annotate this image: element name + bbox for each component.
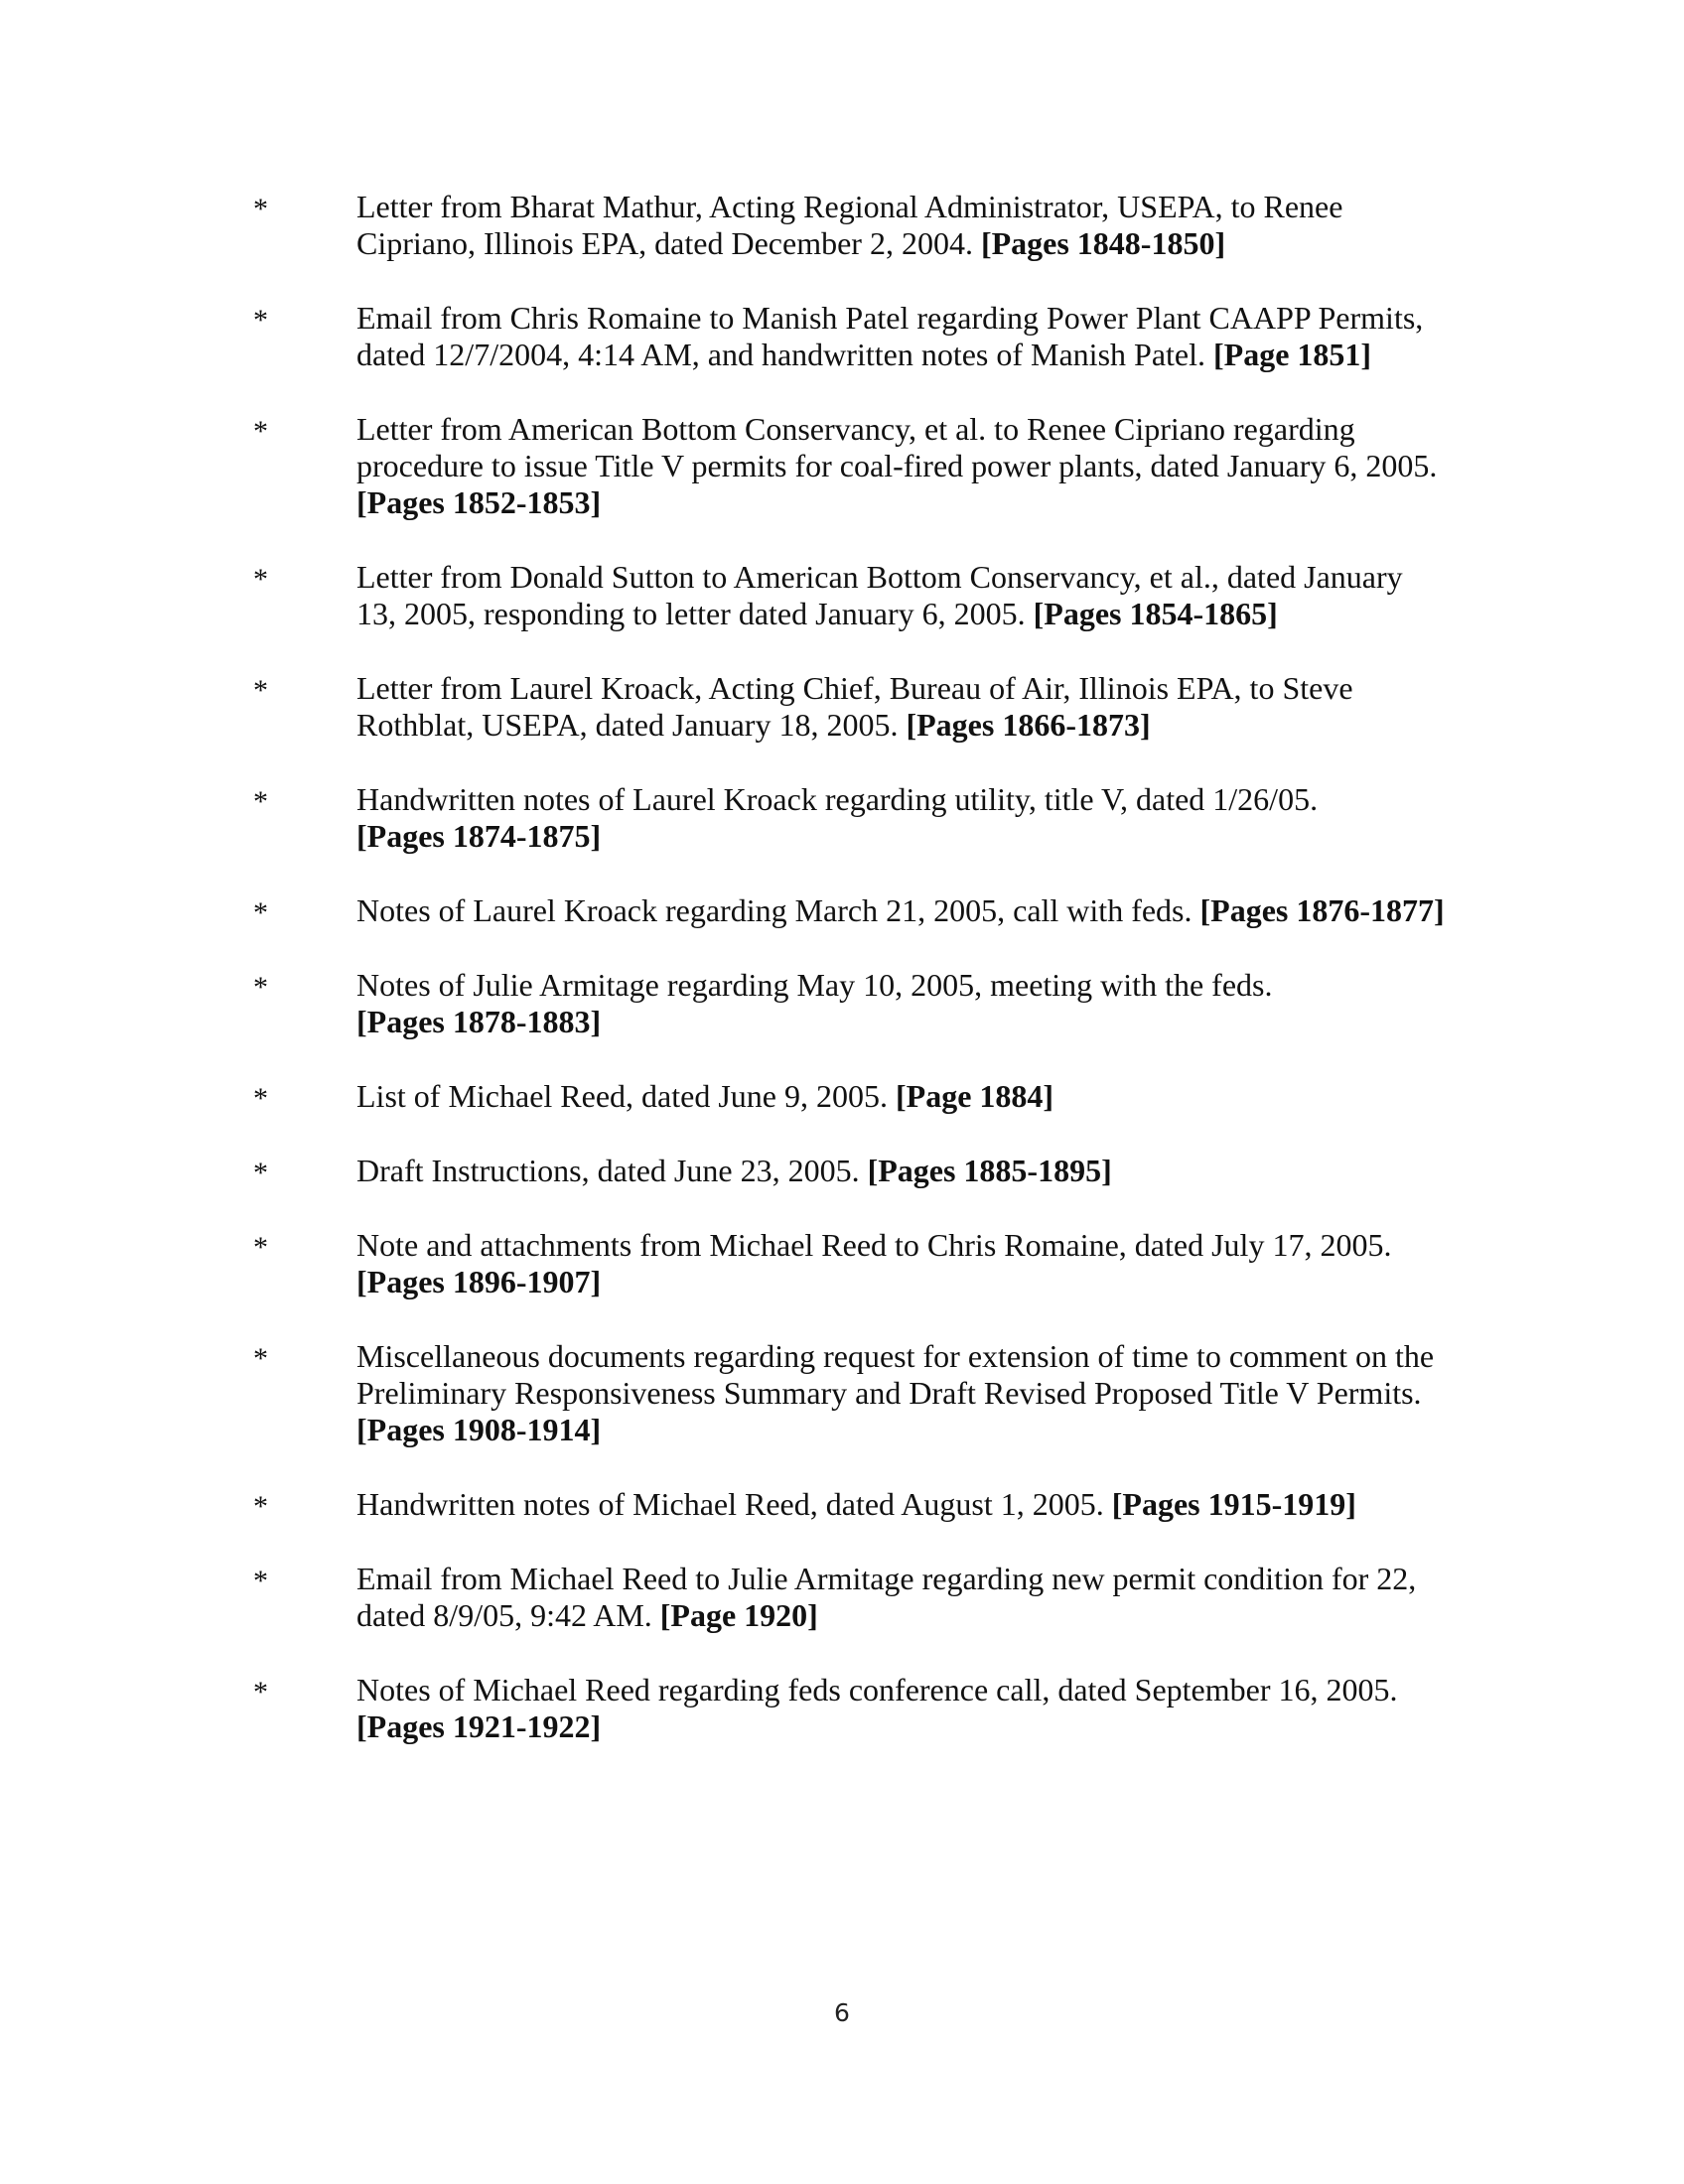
page-reference: [Page 1851] [1213, 337, 1372, 372]
bullet-marker: * [253, 674, 268, 707]
entry-text: Handwritten notes of Laurel Kroack regarding utility, title V, dated 1/26/05. [356, 781, 1319, 817]
list-item [253, 1153, 1445, 1189]
document-list [253, 189, 1445, 1783]
page-reference: [Pages 1848-1850] [980, 225, 1226, 261]
entry-text: List of Michael Reed, dated June 9, 2005. [356, 1078, 888, 1114]
entry-text: Notes of Julie Armitage regarding May 10, 2005, meeting with the feds. [356, 967, 1273, 1003]
page-reference: [Pages 1885-1895] [867, 1153, 1112, 1188]
entry-text: Note and attachments from Michael Reed to Chris Romaine, dated July 17, 2005. [356, 1227, 1392, 1263]
bullet-marker: * [253, 1231, 268, 1264]
entry-text: Letter from Laurel Kroack, Acting Chief, Bureau of Air, Illinois EPA, to Steve Rothblat, USEPA, dated January 18, 2005. [356, 670, 1353, 743]
bullet-marker: * [253, 193, 268, 225]
entry-text: Letter from Bharat Mathur, Acting Regional Administrator, USEPA, to Renee Cipriano, Illinois EPA, dated December 2, 2004. [356, 189, 1343, 261]
entry-text: Email from Chris Romaine to Manish Patel regarding Power Plant CAAPP Permits, dated 12/7/2004, 4:14 AM, and handwritten notes of Manish Patel. [356, 300, 1424, 372]
entry-text: Letter from American Bottom Conservancy, et al. to Renee Cipriano regarding procedure to issue Title V permits for coal-fired power plants, dated January 6, 2005. [356, 411, 1438, 483]
entry-text: Email from Michael Reed to Julie Armitage regarding new permit condition for 22, dated 8/9/05, 9:42 AM. [356, 1561, 1417, 1633]
bullet-marker: * [253, 1565, 268, 1597]
list-item [253, 300, 1445, 373]
page-reference: [Pages 1915-1919] [1111, 1486, 1356, 1522]
bullet-marker: * [253, 785, 268, 818]
entry-text: Notes of Laurel Kroack regarding March 21, 2005, call with feds. [356, 892, 1193, 928]
bullet-marker: * [253, 1157, 268, 1189]
bullet-marker: * [253, 415, 268, 448]
bullet-marker: * [253, 304, 268, 337]
bullet-marker: * [253, 1082, 268, 1115]
page-reference: [Pages 1874-1875] [356, 818, 602, 854]
list-item [253, 781, 1445, 855]
list-item [253, 1227, 1445, 1300]
page-reference: [Pages 1878-1883] [356, 1004, 602, 1039]
list-item [253, 189, 1445, 262]
page-reference: [Pages 1921-1922] [356, 1708, 602, 1744]
page-number: 6 [834, 1998, 850, 2027]
list-item [253, 892, 1445, 929]
page-reference: [Page 1920] [659, 1597, 818, 1633]
page-reference: [Page 1884] [895, 1078, 1054, 1114]
bullet-marker: * [253, 896, 268, 929]
page-reference: [Pages 1866-1873] [906, 707, 1151, 743]
list-item [253, 1486, 1445, 1523]
list-item [253, 670, 1445, 744]
page-reference: [Pages 1852-1853] [356, 484, 602, 520]
list-item [253, 1078, 1445, 1115]
bullet-marker: * [253, 1342, 268, 1375]
list-item [253, 1672, 1445, 1745]
list-item [253, 967, 1445, 1040]
bullet-marker: * [253, 1490, 268, 1523]
entry-text: Miscellaneous documents regarding request for extension of time to comment on the Preliminary Responsiveness Summary and Draft Revised Proposed Title V Permits. [356, 1338, 1435, 1411]
bullet-marker: * [253, 1676, 268, 1708]
list-item [253, 1338, 1445, 1448]
bullet-marker: * [253, 971, 268, 1004]
entry-text: Letter from Donald Sutton to American Bottom Conservancy, et al., dated January 13, 2005, responding to letter dated January 6, 2005. [356, 559, 1403, 631]
bullet-marker: * [253, 563, 268, 596]
page-reference: [Pages 1896-1907] [356, 1264, 602, 1299]
page-reference: [Pages 1908-1914] [356, 1412, 602, 1447]
entry-text: Handwritten notes of Michael Reed, dated August 1, 2005. [356, 1486, 1104, 1522]
list-item [253, 411, 1445, 521]
page-reference: [Pages 1876-1877] [1199, 892, 1445, 928]
page-reference: [Pages 1854-1865] [1033, 596, 1278, 631]
list-item [253, 1561, 1445, 1634]
entry-text: Notes of Michael Reed regarding feds conference call, dated September 16, 2005. [356, 1672, 1398, 1707]
entry-text: Draft Instructions, dated June 23, 2005. [356, 1153, 860, 1188]
list-item [253, 559, 1445, 632]
